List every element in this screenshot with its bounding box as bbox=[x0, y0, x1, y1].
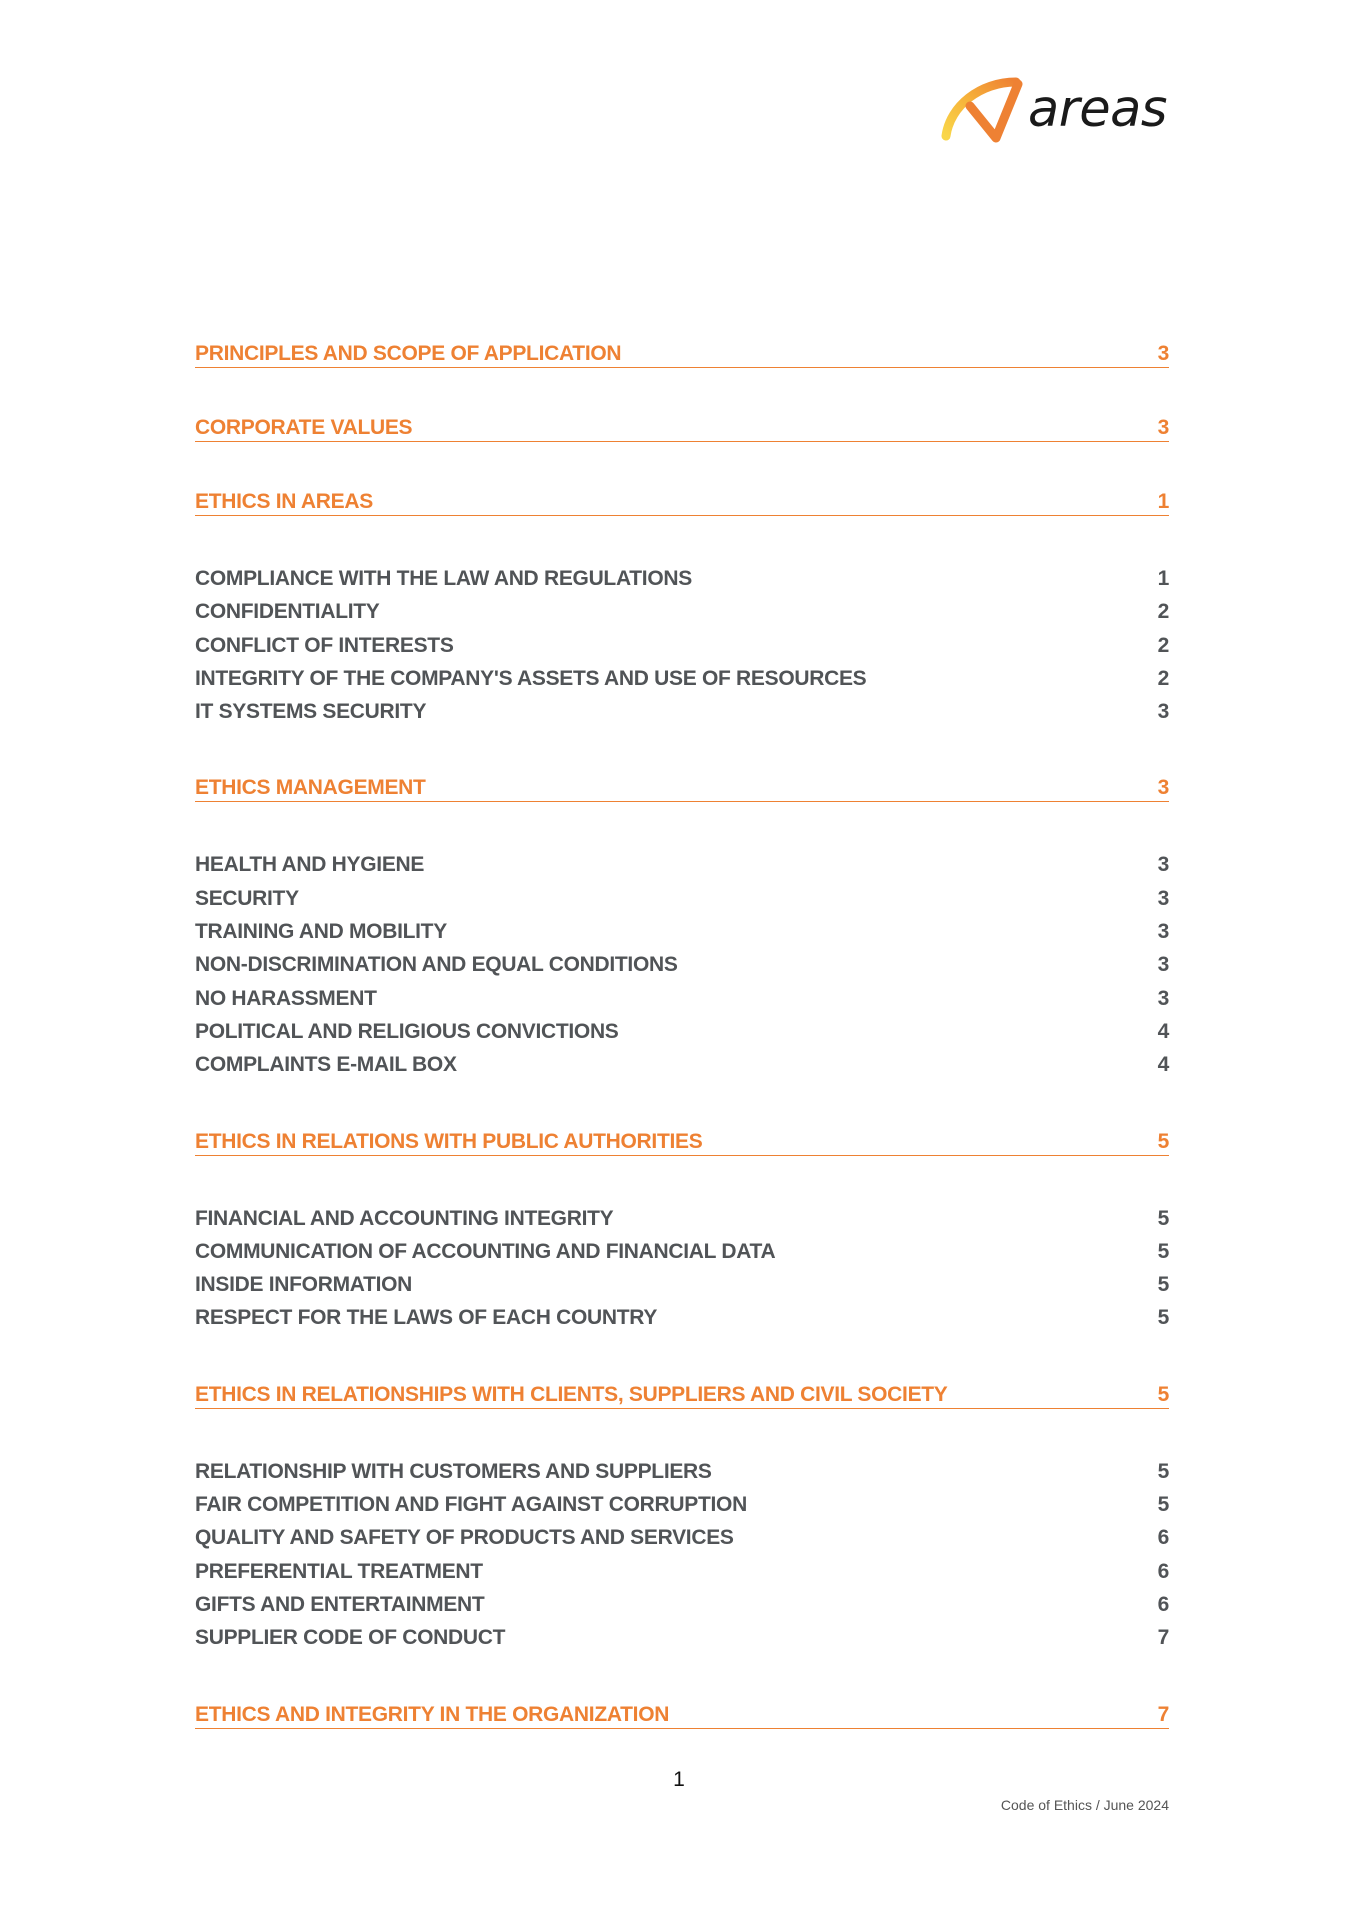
toc-section-link[interactable] bbox=[195, 1701, 1169, 1729]
toc-entry-link[interactable] bbox=[195, 562, 1169, 595]
page-number: 1 bbox=[673, 1768, 685, 1791]
toc-section-page: 3 bbox=[1157, 342, 1169, 365]
toc-entry-page: 2 bbox=[1157, 600, 1169, 624]
toc-entry-page: 3 bbox=[1157, 886, 1169, 910]
toc-section-page: 5 bbox=[1157, 1382, 1169, 1406]
toc-entry-page: 3 bbox=[1157, 986, 1169, 1010]
toc-entry-page: 3 bbox=[1157, 853, 1169, 877]
toc-entry-title: GIFTS AND ENTERTAINMENT bbox=[195, 1592, 485, 1616]
toc-section-title: ETHICS IN RELATIONSHIPS WITH CLIENTS, SUPPLIERS AND CIVIL SOCIETY bbox=[195, 1382, 948, 1406]
toc-entry-link[interactable] bbox=[195, 1301, 1169, 1334]
toc-section-link[interactable] bbox=[195, 488, 1169, 516]
toc-entry-link[interactable] bbox=[195, 1455, 1169, 1488]
toc-entry-title: SECURITY bbox=[195, 886, 299, 910]
toc-entry-page: 5 bbox=[1157, 1459, 1169, 1483]
toc-entry-link[interactable] bbox=[195, 1015, 1169, 1048]
toc-entry-title: INSIDE INFORMATION bbox=[195, 1273, 413, 1297]
toc-entry-page: 5 bbox=[1157, 1493, 1169, 1517]
toc-section-page: 5 bbox=[1157, 1129, 1169, 1153]
toc-entry-link[interactable] bbox=[195, 948, 1169, 981]
toc-entry-title: COMPLAINTS E-MAIL BOX bbox=[195, 1053, 457, 1077]
toc-entry-link[interactable] bbox=[195, 1488, 1169, 1521]
toc-section-title: ETHICS MANAGEMENT bbox=[195, 776, 426, 800]
toc-entry-link[interactable] bbox=[195, 595, 1169, 628]
toc-entry-page: 5 bbox=[1157, 1239, 1169, 1263]
toc-entry-page: 1 bbox=[1157, 567, 1169, 590]
toc-entry-link[interactable] bbox=[195, 1048, 1169, 1081]
toc-entry-page: 3 bbox=[1157, 920, 1169, 944]
toc-entry-title: PREFERENTIAL TREATMENT bbox=[195, 1559, 483, 1583]
toc-entry-link[interactable] bbox=[195, 1268, 1169, 1301]
logo-wordmark: areas bbox=[1028, 80, 1167, 139]
toc-entry-title: NO HARASSMENT bbox=[195, 986, 377, 1010]
toc-entry-page: 2 bbox=[1157, 666, 1169, 690]
toc-entry-title: RESPECT FOR THE LAWS OF EACH COUNTRY bbox=[195, 1306, 658, 1330]
toc-entry-link[interactable] bbox=[195, 1235, 1169, 1268]
company-logo bbox=[940, 76, 1170, 146]
toc-section-page: 3 bbox=[1157, 416, 1169, 439]
toc-entry-link[interactable] bbox=[195, 915, 1169, 948]
toc-entry-page: 4 bbox=[1157, 1053, 1169, 1077]
toc-section-page: 1 bbox=[1157, 490, 1169, 513]
toc-entry-title: RELATIONSHIP WITH CUSTOMERS AND SUPPLIERS bbox=[195, 1459, 712, 1483]
toc-entry-page: 4 bbox=[1157, 1019, 1169, 1043]
toc-entry-title: QUALITY AND SAFETY OF PRODUCTS AND SERVICES bbox=[195, 1526, 734, 1550]
toc-entry-link[interactable] bbox=[195, 982, 1169, 1015]
toc-entry-page: 3 bbox=[1157, 953, 1169, 977]
toc-section-title: ETHICS IN RELATIONS WITH PUBLIC AUTHORITIES bbox=[195, 1129, 703, 1153]
toc-entry-page: 5 bbox=[1157, 1306, 1169, 1330]
table-of-contents bbox=[195, 340, 1169, 1729]
toc-entry-link[interactable] bbox=[195, 1521, 1169, 1554]
toc-entry-link[interactable] bbox=[195, 629, 1169, 662]
toc-entry-page: 3 bbox=[1157, 700, 1169, 724]
toc-entry-link[interactable] bbox=[195, 695, 1169, 728]
toc-entry-title: FAIR COMPETITION AND FIGHT AGAINST CORRUPTION bbox=[195, 1493, 747, 1517]
toc-section-title: PRINCIPLES AND SCOPE OF APPLICATION bbox=[195, 342, 622, 365]
toc-entry-title: SUPPLIER CODE OF CONDUCT bbox=[195, 1626, 506, 1650]
toc-entry-title: IT SYSTEMS SECURITY bbox=[195, 700, 427, 724]
toc-entry-page: 6 bbox=[1157, 1559, 1169, 1583]
toc-section-title: CORPORATE VALUES bbox=[195, 416, 413, 439]
toc-entry-title: TRAINING AND MOBILITY bbox=[195, 920, 447, 944]
toc-entry-link[interactable] bbox=[195, 848, 1169, 881]
toc-entry-link[interactable] bbox=[195, 882, 1169, 915]
toc-entry-page: 5 bbox=[1157, 1206, 1169, 1230]
toc-entry-title: CONFLICT OF INTERESTS bbox=[195, 633, 454, 657]
document-footer-label: Code of Ethics / June 2024 bbox=[1000, 1797, 1169, 1813]
toc-section-page: 7 bbox=[1157, 1702, 1169, 1726]
toc-section-link[interactable] bbox=[195, 1128, 1169, 1156]
toc-section-link[interactable] bbox=[195, 774, 1169, 802]
toc-section-page: 3 bbox=[1157, 776, 1169, 800]
toc-entry-link[interactable] bbox=[195, 1555, 1169, 1588]
toc-section-link[interactable] bbox=[195, 340, 1169, 368]
toc-entry-page: 2 bbox=[1157, 633, 1169, 657]
toc-entry-title: POLITICAL AND RELIGIOUS CONVICTIONS bbox=[195, 1019, 619, 1043]
toc-section-link[interactable] bbox=[195, 1381, 1169, 1409]
areas-logo-icon bbox=[940, 76, 1030, 146]
toc-entry-title: COMPLIANCE WITH THE LAW AND REGULATIONS bbox=[195, 567, 692, 590]
toc-entry-page: 6 bbox=[1157, 1526, 1169, 1550]
toc-entry-link[interactable] bbox=[195, 1588, 1169, 1621]
toc-entry-title: INTEGRITY OF THE COMPANY'S ASSETS AND USE OF RESOURCES bbox=[195, 666, 867, 690]
toc-entry-link[interactable] bbox=[195, 1621, 1169, 1654]
toc-entry-title: FINANCIAL AND ACCOUNTING INTEGRITY bbox=[195, 1206, 614, 1230]
toc-entry-title: NON-DISCRIMINATION AND EQUAL CONDITIONS bbox=[195, 953, 678, 977]
toc-entry-page: 6 bbox=[1157, 1592, 1169, 1616]
toc-entry-link[interactable] bbox=[195, 1202, 1169, 1235]
toc-entry-link[interactable] bbox=[195, 662, 1169, 695]
toc-entry-title: CONFIDENTIALITY bbox=[195, 600, 380, 624]
toc-entry-page: 5 bbox=[1157, 1273, 1169, 1297]
toc-entry-title: HEALTH AND HYGIENE bbox=[195, 853, 425, 877]
toc-section-title: ETHICS IN AREAS bbox=[195, 490, 373, 513]
toc-entry-page: 7 bbox=[1157, 1626, 1169, 1650]
toc-section-title: ETHICS AND INTEGRITY IN THE ORGANIZATION bbox=[195, 1702, 670, 1726]
toc-section-link[interactable] bbox=[195, 414, 1169, 442]
toc-entry-title: COMMUNICATION OF ACCOUNTING AND FINANCIAL DATA bbox=[195, 1239, 776, 1263]
